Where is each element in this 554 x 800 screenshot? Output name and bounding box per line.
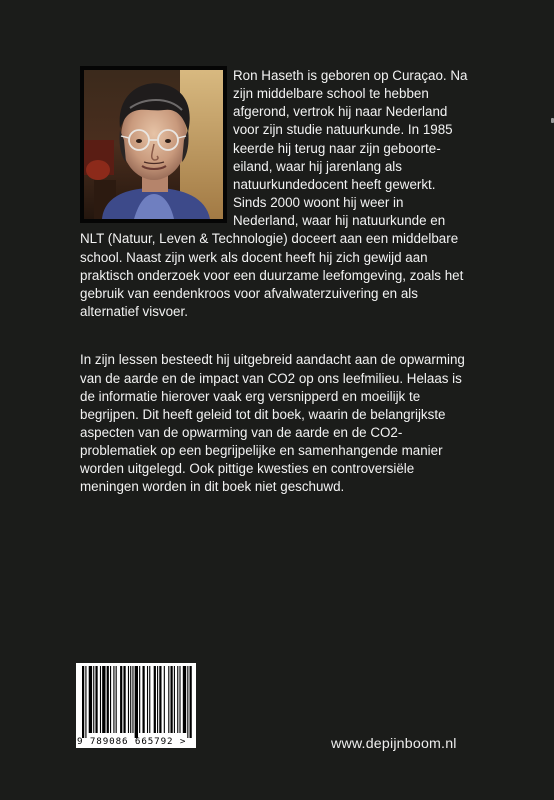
barcode-bar <box>183 666 186 733</box>
barcode-bar <box>174 666 175 733</box>
barcode-bar <box>102 666 105 733</box>
barcode-bar <box>177 666 178 733</box>
barcode-bar <box>170 666 172 733</box>
barcode-bar <box>159 666 161 733</box>
barcode-bar <box>154 666 156 733</box>
barcode-bar <box>187 666 188 738</box>
barcode-bar <box>147 666 148 733</box>
barcode-bar <box>110 666 111 733</box>
barcode-bar <box>123 666 125 733</box>
barcode-bar <box>190 666 192 738</box>
barcode-bar <box>89 666 92 733</box>
barcode-bar <box>149 666 150 733</box>
barcode-bar <box>107 666 109 733</box>
barcode-bar <box>132 666 133 733</box>
photo-spacer <box>80 67 227 227</box>
publisher-website[interactable]: www.depijnboom.nl <box>331 736 457 752</box>
isbn-barcode <box>76 663 196 748</box>
author-bio-paragraph: Ron Haseth is geboren op Curaçao. Na zijn middelbare school te hebben afgerond, vertrok hij naar Nederland voor zijn studie natuurkunde. In 1985 keerde hij terug naar zijn geboorte-eiland, waar hij jarenlang als natuurkundedocent heeft gewerkt. Sinds 2000 woont hij weer in Nederland, waar hij natuurkunde en NLT (Natuur, Leven & Technologie) doceert aan een middelbare school. Naast zijn werk als docent heeft hij zich gewijd aan praktisch onderzoek voor een duurzame leefomgeving, zoals het gebruik van eendenkroos voor afvalwaterzuivering en als alternatief visvoer. <box>80 68 468 320</box>
book-description-paragraph: In zijn lessen besteedt hij uitgebreid aandacht aan de opwarming van de aarde en de impact van CO2 op ons leefmilieu. Helaas is de informatie hierover vaak erg versnipperd en moeilijk te begrijpen. Dit heeft geleid tot dit boek, waarin de belangrijkste aspecten van de opwarming van de aarde en de CO2-problematiek op een begrijpelijke en samenhangende manier worden uitgelegd. Ook pittige kwesties en controversiële meningen worden in dit boek niet geschuwd. <box>80 352 465 495</box>
barcode-bar <box>93 666 94 733</box>
barcode-bar <box>100 666 101 733</box>
barcode-bar <box>113 666 114 733</box>
barcode-bar <box>135 666 138 738</box>
barcode-bar <box>85 666 86 738</box>
barcode-bar <box>168 666 169 733</box>
barcode-bar <box>116 666 117 733</box>
barcode-bar <box>95 666 97 733</box>
barcode-bar <box>157 666 158 733</box>
barcode-bar <box>179 666 180 733</box>
barcode-bar <box>164 666 165 733</box>
barcode-bar <box>82 666 84 738</box>
barcode-bar <box>128 666 129 733</box>
barcode-bar <box>139 666 140 733</box>
barcode-bar <box>130 666 131 733</box>
isbn-number: 9 789086 665792 > <box>77 736 187 747</box>
author-bio-block <box>80 67 472 321</box>
barcode-bar <box>142 666 144 733</box>
barcode-bar <box>120 666 122 733</box>
